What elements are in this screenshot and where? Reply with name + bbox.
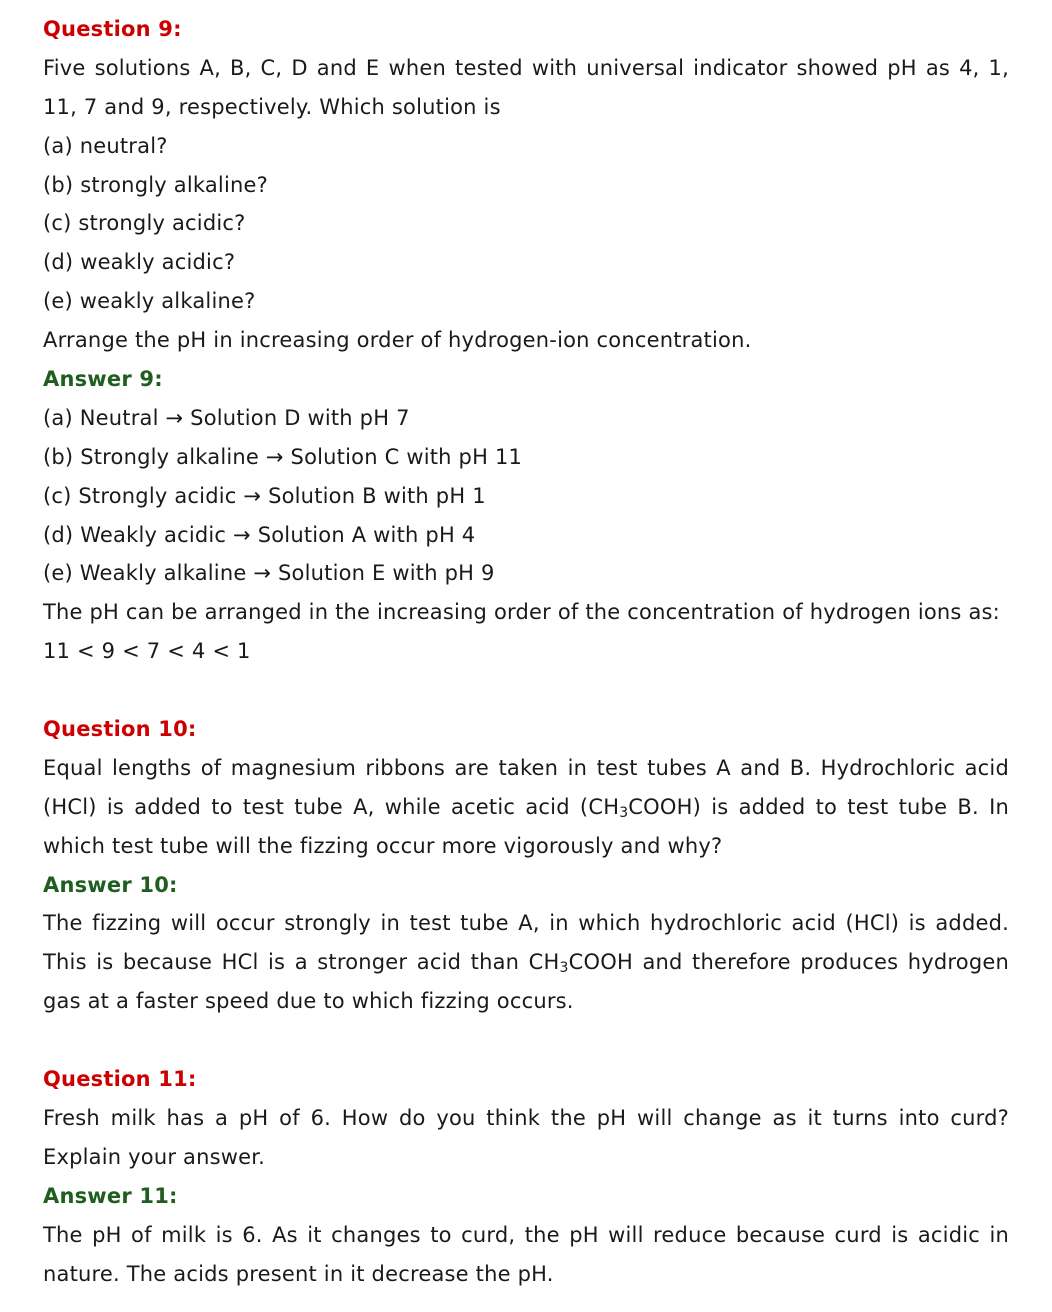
question-10-line-2-start: (HCl) is added to test tube A, while acetic acid (CH	[43, 794, 620, 819]
answer-10-text-line-3: gas at a faster speed due to which fizzing occurs.	[43, 989, 574, 1014]
question-9-part-c: (c) strongly acidic?	[43, 211, 246, 236]
answer-10-line-2-start: This is because HCl is a stronger acid than CH	[43, 950, 560, 975]
answer-11-text-line-1: The pH of milk is 6. As it changes to curd, the pH will reduce because curd is acidic in	[43, 1222, 1009, 1247]
answer-9-part-e: (e) Weakly alkaline → Solution E with pH 9	[43, 561, 495, 586]
question-9-text-line-1: Five solutions A, B, C, D and E when tested with universal indicator showed pH as 4, 1,	[43, 55, 1009, 80]
question-10-line-2-end: COOH) is added to test tube B. In	[628, 794, 1009, 819]
answer-10-text-line-1: The fizzing will occur strongly in test tube A, in which hydrochloric acid (HCl) is added.	[43, 911, 1009, 936]
subscript-three: 3	[559, 960, 569, 977]
document-page	[43, 10, 1009, 1293]
answer-9-heading: Answer 9:	[43, 367, 163, 392]
answer-10-heading: Answer 10:	[43, 872, 178, 897]
question-11-text-line-2: Explain your answer.	[43, 1144, 266, 1169]
answer-10-line-2-end: COOH and therefore produces hydrogen	[568, 950, 1009, 975]
question-9-arrange-prompt: Arrange the pH in increasing order of hydrogen-ion concentration.	[43, 328, 752, 353]
answer-11-text-line-2: nature. The acids present in it decrease the pH.	[43, 1261, 554, 1286]
section-spacer	[43, 1021, 1009, 1060]
answer-9-order-intro: The pH can be arranged in the increasing order of the concentration of hydrogen ions as:	[43, 600, 1000, 625]
question-10-text-line-2	[43, 788, 1009, 827]
question-9-part-b: (b) strongly alkaline?	[43, 172, 268, 197]
answer-9-part-b: (b) Strongly alkaline → Solution C with pH 11	[43, 444, 523, 469]
question-9-text-line-2: 11, 7 and 9, respectively. Which solution is	[43, 94, 501, 119]
question-9-part-e: (e) weakly alkaline?	[43, 289, 256, 314]
answer-9-part-a: (a) Neutral → Solution D with pH 7	[43, 405, 410, 430]
question-11-heading: Question 11:	[43, 1067, 197, 1092]
answer-9-order: 11 < 9 < 7 < 4 < 1	[43, 639, 251, 664]
answer-9-part-d: (d) Weakly acidic → Solution A with pH 4	[43, 522, 476, 547]
section-spacer	[43, 671, 1009, 710]
question-9-part-d: (d) weakly acidic?	[43, 250, 236, 275]
question-9-heading: Question 9:	[43, 17, 182, 41]
question-10-text-line-1: Equal lengths of magnesium ribbons are taken in test tubes A and B. Hydrochloric acid	[43, 755, 1009, 780]
question-10-heading: Question 10:	[43, 717, 197, 742]
question-11-text-line-1: Fresh milk has a pH of 6. How do you think the pH will change as it turns into curd?	[43, 1105, 1009, 1130]
subscript-three: 3	[619, 804, 629, 821]
answer-9-part-c: (c) Strongly acidic → Solution B with pH 1	[43, 483, 486, 508]
question-10-text-line-3: which test tube will the fizzing occur more vigorously and why?	[43, 833, 723, 858]
question-9-part-a: (a) neutral?	[43, 133, 168, 158]
answer-11-heading: Answer 11:	[43, 1183, 178, 1208]
answer-10-text-line-2	[43, 943, 1009, 982]
